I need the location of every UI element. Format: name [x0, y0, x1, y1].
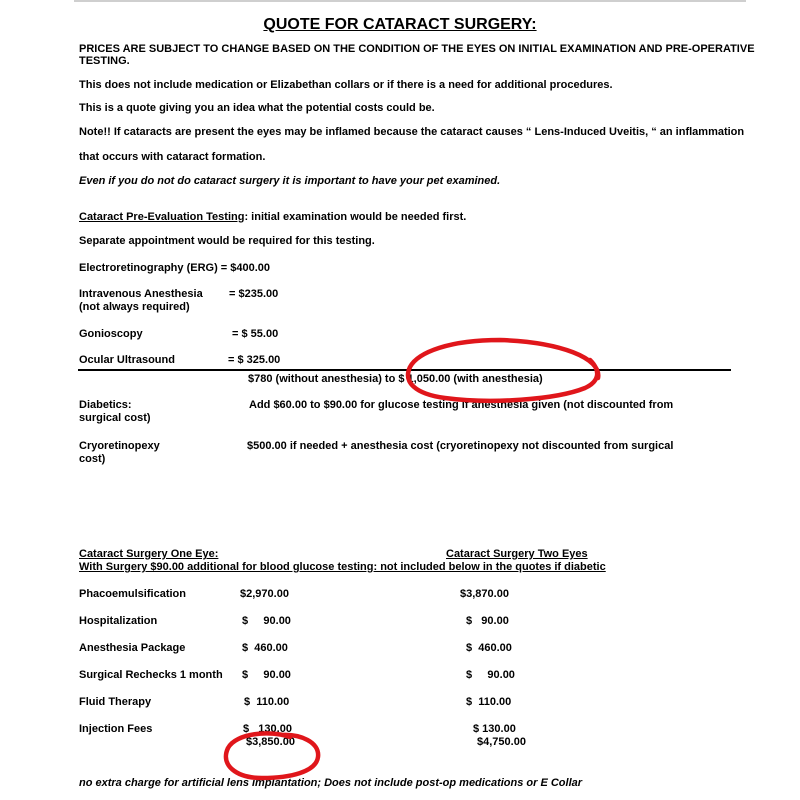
row-two-eyes-anesthesia: $ 460.00 — [466, 642, 512, 654]
row-label-rechecks: Surgical Rechecks 1 month — [79, 669, 223, 681]
pre-eval-item-anesthesia: Intravenous Anesthesia — [79, 288, 203, 300]
pre-eval-price-ultrasound: = $ 325.00 — [228, 354, 281, 366]
pre-eval-price-gonioscopy: = $ 55.00 — [232, 328, 279, 340]
pre-eval-item-erg: Electroretinography (ERG) = $400.00 — [79, 262, 271, 274]
pre-eval-note: Separate appointment would be required for this testing. — [79, 235, 375, 247]
pre-eval-item-anesthesia-note: (not always required) — [79, 301, 190, 313]
pre-eval-heading-line — [79, 211, 466, 224]
total-two-eyes: $4,750.00 — [477, 736, 526, 748]
page-top-edge — [74, 0, 746, 2]
intro-line-2: This does not include medication or Elizabethan collars or if there is a need for additional procedures. — [79, 79, 613, 91]
footer-note: no extra charge for artificial lens implantation; Does not include post-op medications or E Collar — [79, 777, 583, 789]
pre-eval-price-anesthesia: = $235.00 — [229, 288, 279, 300]
extra-diabetics-text: Add $60.00 to $90.00 for glucose testing if anesthesia given (not discounted from — [249, 399, 674, 411]
pre-eval-heading-rest: : initial examination would be needed first. — [244, 211, 467, 223]
row-one-eye-rechecks: $ 90.00 — [242, 669, 291, 681]
extra-cryo-text: $500.00 if needed + anesthesia cost (cryoretinopexy not discounted from surgical — [247, 440, 674, 452]
extra-diabetics-label: Diabetics: — [79, 399, 132, 411]
row-two-eyes-rechecks: $ 90.00 — [466, 669, 515, 681]
one-eye-heading: Cataract Surgery One Eye: — [79, 548, 219, 560]
intro-line-5: that occurs with cataract formation. — [79, 151, 266, 163]
intro-line-1-cont: TESTING. — [79, 55, 130, 67]
row-two-eyes-injection: $ 130.00 — [473, 723, 516, 735]
intro-line-6: Even if you do not do cataract surgery it is important to have your pet examined. — [79, 175, 501, 187]
intro-line-4: Note!! If cataracts are present the eyes may be inflamed because the cataract causes “ Lens-Induced Uveitis, “ an inflammation — [79, 126, 745, 138]
pre-eval-heading: Cataract Pre-Evaluation Testing — [79, 211, 245, 223]
document-title: QUOTE FOR CATARACT SURGERY: — [263, 16, 537, 33]
pre-eval-item-ultrasound: Ocular Ultrasound — [79, 354, 175, 366]
row-label-fluid: Fluid Therapy — [79, 696, 152, 708]
extra-cryo-label: Cryoretinopexy — [79, 440, 160, 452]
extra-cryo-label-cont: cost) — [79, 453, 106, 465]
pre-eval-item-gonioscopy: Gonioscopy — [79, 328, 143, 340]
row-two-eyes-hospitalization: $ 90.00 — [466, 615, 509, 627]
row-two-eyes-phaco: $3,870.00 — [460, 588, 509, 600]
row-one-eye-fluid: $ 110.00 — [244, 696, 290, 708]
intro-line-3: This is a quote giving you an idea what the potential costs could be. — [79, 102, 435, 114]
row-label-anesthesia: Anesthesia Package — [79, 642, 186, 654]
extra-diabetics-label-cont: surgical cost) — [79, 412, 151, 424]
pre-eval-total: $780 (without anesthesia) to $ 1,050.00 (with anesthesia) — [248, 373, 543, 385]
row-label-hospitalization: Hospitalization — [79, 615, 158, 627]
row-one-eye-phaco: $2,970.00 — [240, 588, 289, 600]
row-two-eyes-fluid: $ 110.00 — [466, 696, 512, 708]
row-one-eye-anesthesia: $ 460.00 — [242, 642, 288, 654]
section-divider — [78, 369, 731, 371]
row-one-eye-hospitalization: $ 90.00 — [242, 615, 291, 627]
row-label-injection: Injection Fees — [79, 723, 153, 735]
glucose-note: With Surgery $90.00 additional for blood glucose testing: not included below in the quotes if diabetic — [79, 561, 606, 573]
row-label-phaco: Phacoemulsification — [79, 588, 186, 600]
total-one-eye: $3,850.00 — [246, 736, 295, 748]
intro-line-1: PRICES ARE SUBJECT TO CHANGE BASED ON THE CONDITION OF THE EYES ON INITIAL EXAMINATION AND PRE-OPERATIVE — [79, 43, 755, 55]
row-one-eye-injection: $ 130.00 — [243, 723, 292, 735]
two-eyes-heading: Cataract Surgery Two Eyes — [446, 548, 588, 560]
